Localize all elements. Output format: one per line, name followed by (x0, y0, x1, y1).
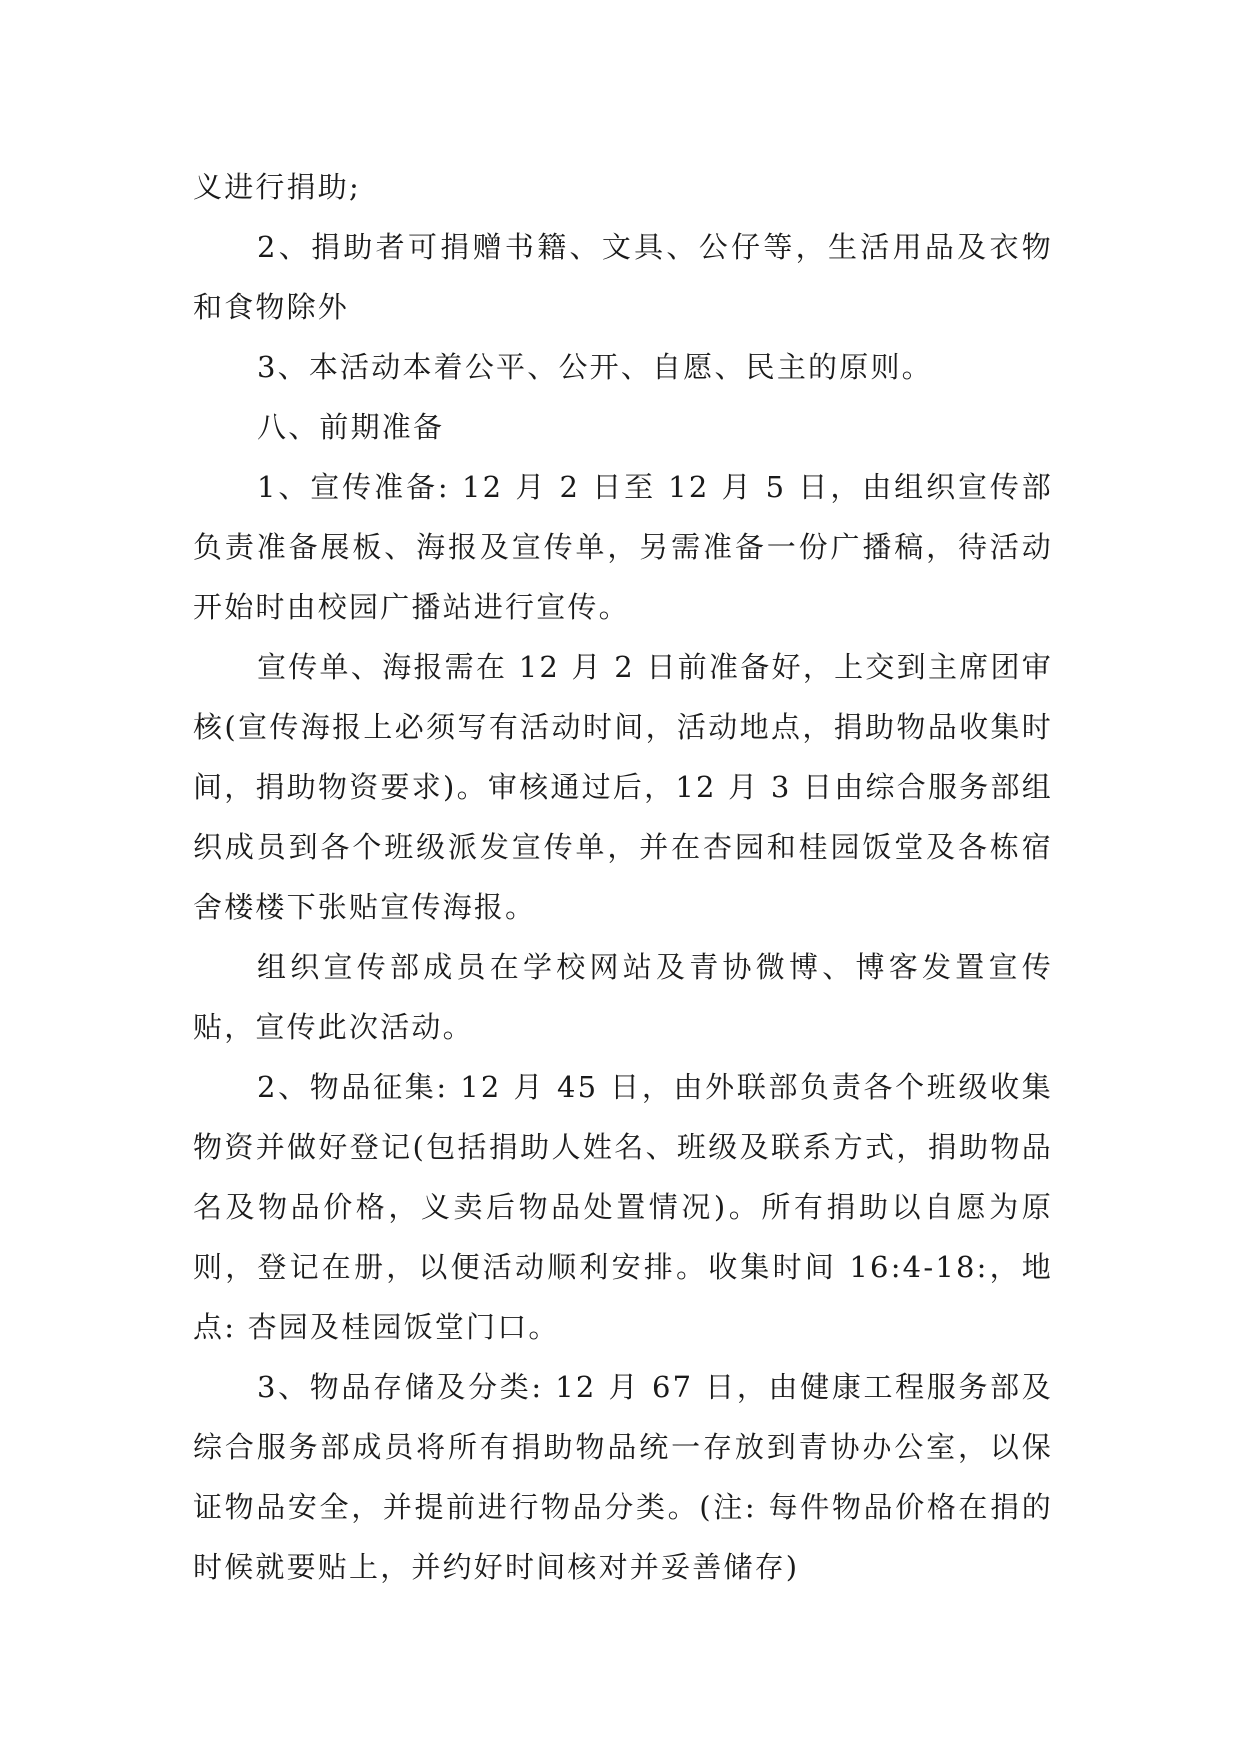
paragraph-flyer-review: 宣传单、海报需在 12 月 2 日前准备好，上交到主席团审核(宣传海报上必须写有活动时间，活动地点，捐助物品收集时间，捐助物资要求)。审核通过后，12 月 3 日由综合服务部组织成员到各个班级派发宣传单，并在杏园和桂园饭堂及各栋宿舍楼楼下张贴宣传海报。 (193, 650, 1053, 924)
paragraph-publicity-prep: 1、宣传准备: 12 月 2 日至 12 月 5 日，由组织宣传部负责准备展板、海报及宣传单，另需准备一份广播稿，待活动开始时由校园广播站进行宣传。 (193, 470, 1053, 624)
paragraph-item-collection: 2、物品征集: 12 月 45 日，由外联部负责各个班级收集物资并做好登记(包括捐助人姓名、班级及联系方式，捐助物品名及物品价格，义卖后物品处置情况)。所有捐助以自愿为原则，登记在册，以便活动顺利安排。收集时间 16:4-18:，地点: 杏园及桂园饭堂门口。 (193, 1070, 1053, 1344)
section-heading-preparation: 八、前期准备 (257, 410, 445, 444)
paragraph-online-publicity: 组织宣传部成员在学校网站及青协微博、博客发置宣传贴，宣传此次活动。 (193, 950, 1053, 1044)
document-body (193, 157, 1053, 1597)
paragraph-continuation: 义进行捐助; (193, 170, 361, 204)
paragraph-donation-items: 2、捐助者可捐赠书籍、文具、公仔等，生活用品及衣物和食物除外 (193, 230, 1053, 324)
paragraph-item-storage: 3、物品存储及分类: 12 月 67 日，由健康工程服务部及综合服务部成员将所有捐助物品统一存放到青协办公室，以保证物品安全，并提前进行物品分类。(注: 每件物品价格在捐的时候就要贴上，并约好时间核对并妥善储存) (193, 1370, 1053, 1584)
paragraph-principles: 3、本活动本着公平、公开、自愿、民主的原则。 (257, 350, 933, 384)
